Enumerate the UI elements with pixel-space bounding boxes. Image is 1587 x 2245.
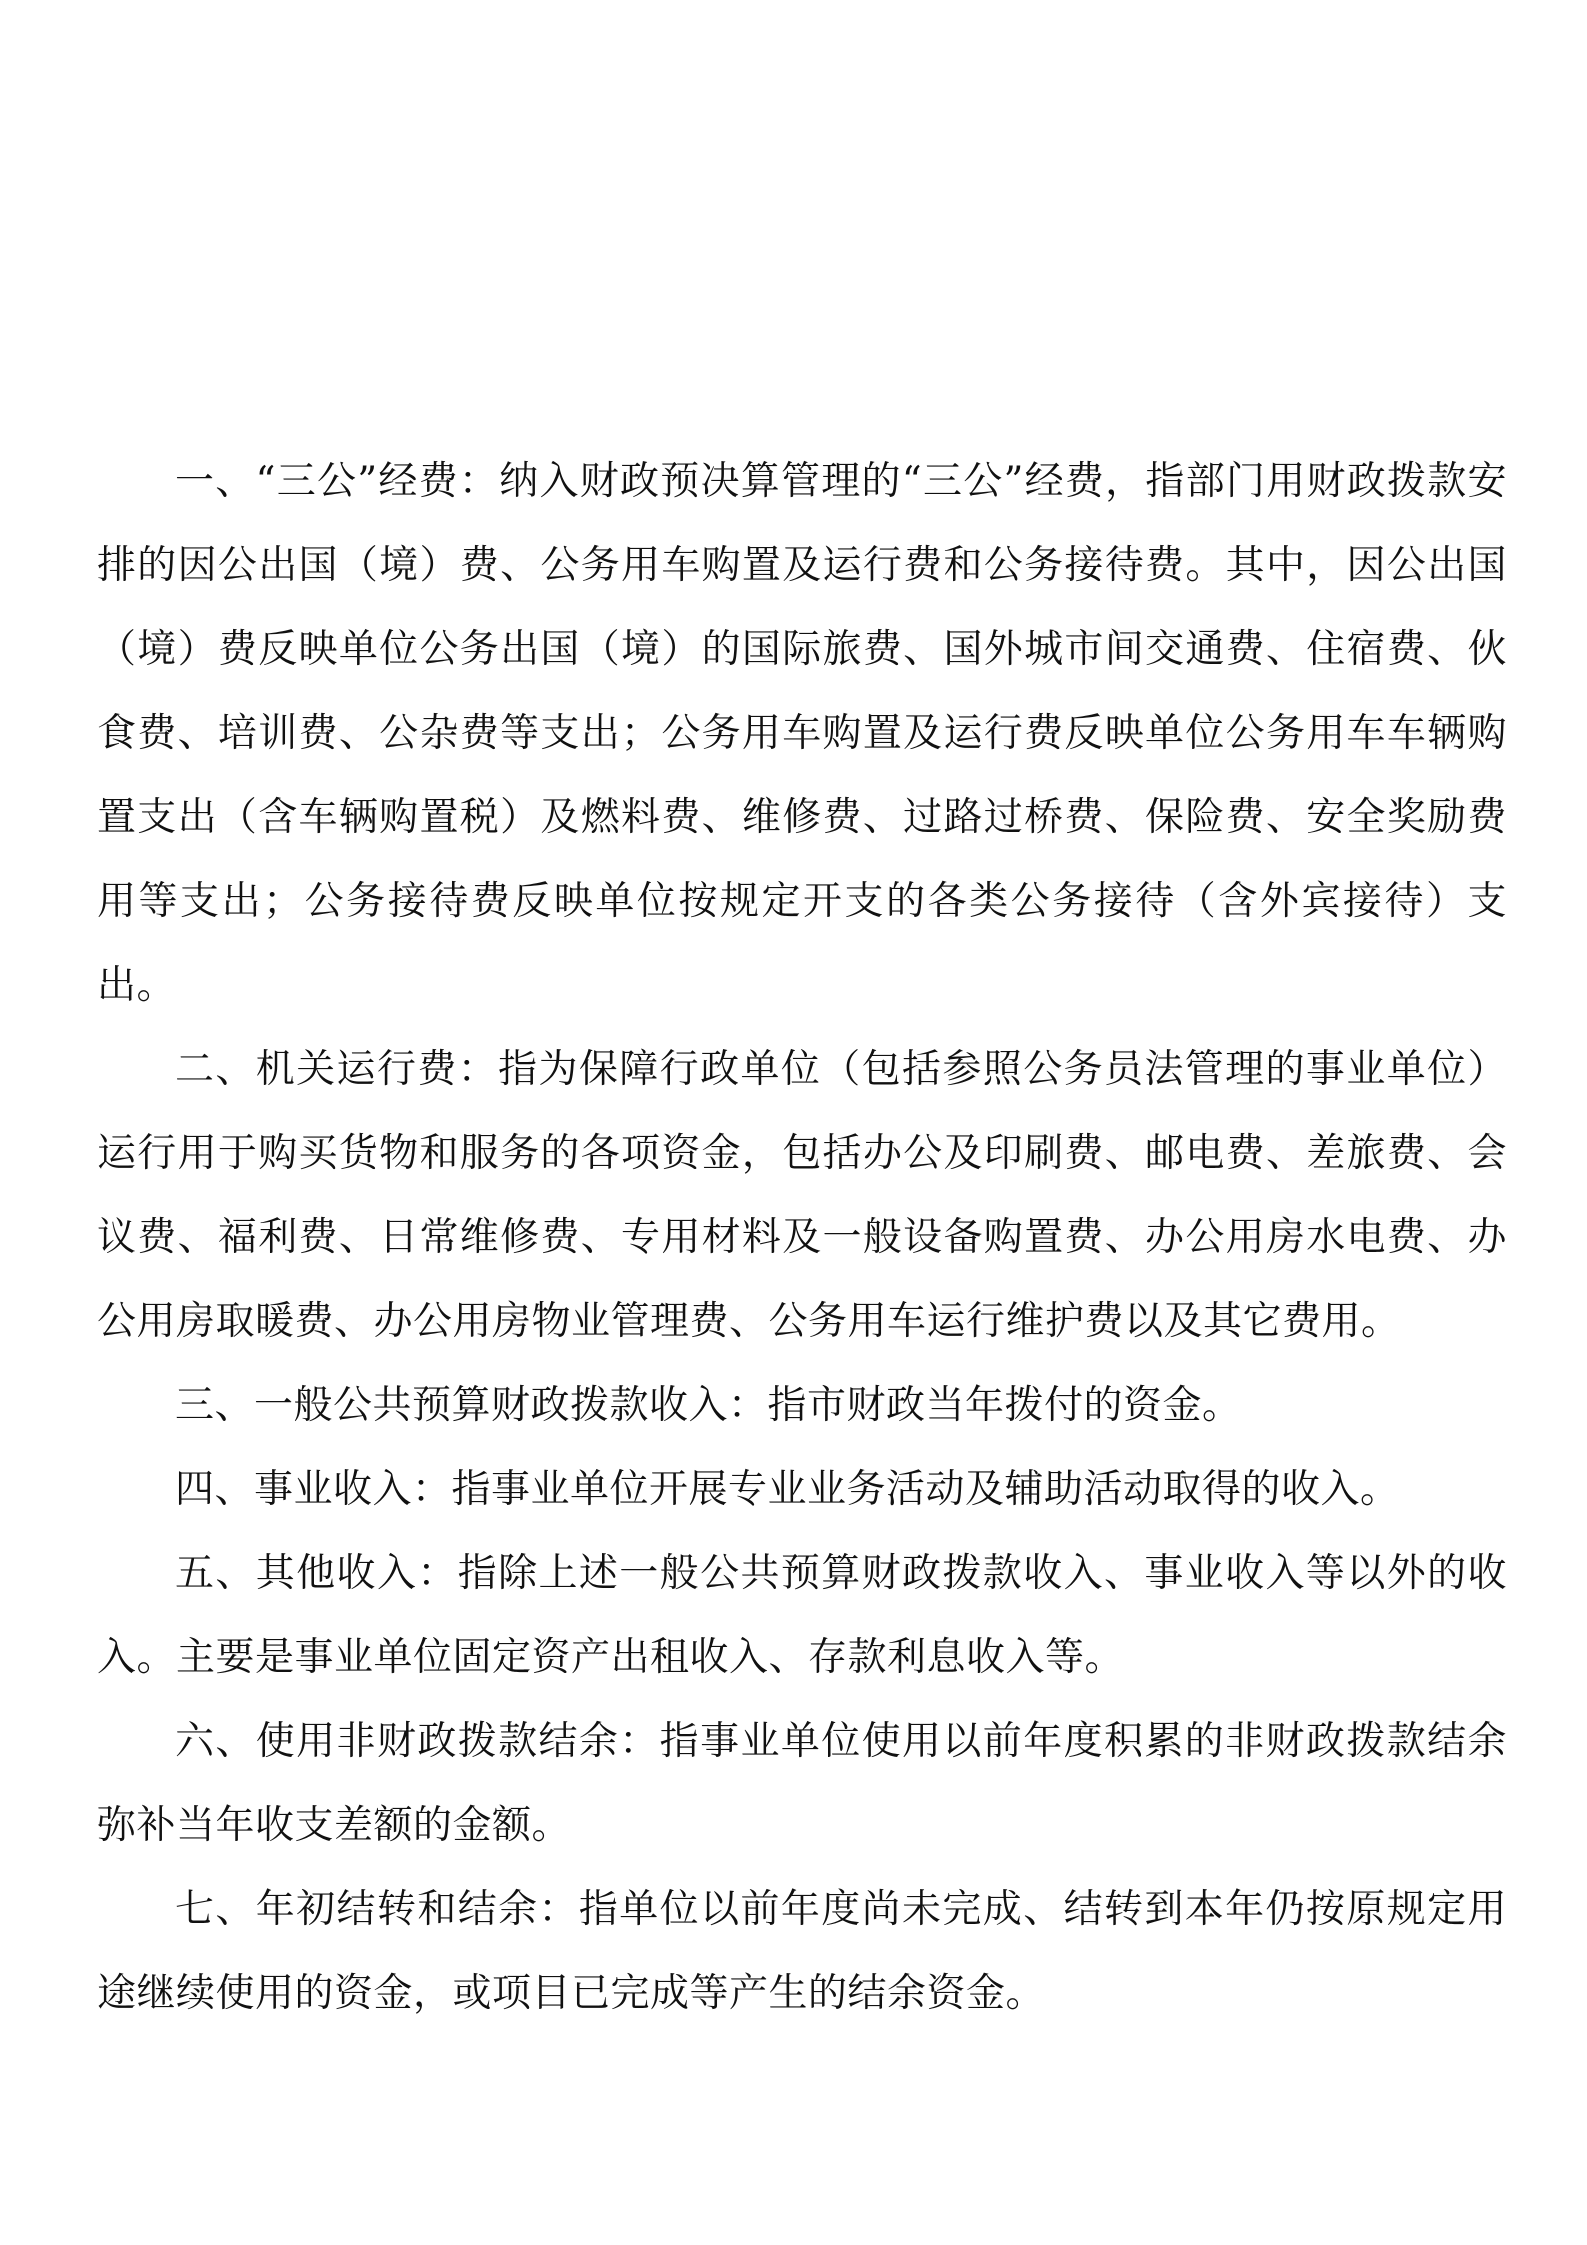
paragraph-sangong-funds: 一、“三公”经费：纳入财政预决算管理的“三公”经费，指部门用财政拨款安排的因公出国（境）费、公务用车购置及运行费和公务接待费。其中，因公出国（境）费反映单位公务出国（境）的国际旅费、国外城市间交通费、住宿费、伙食费、培训费、公杂费等支出；公务用车购置及运行费反映单位公务用车车辆购置支出（含车辆购置税）及燃料费、维修费、过路过桥费、保险费、安全奖励费用等支出；公务接待费反映单位按规定开支的各类公务接待（含外宾接待）支出。 [97, 459, 1507, 1008]
document-body [97, 440, 1507, 2036]
paragraph-business-income: 四、事业收入：指事业单位开展专业业务活动及辅助活动取得的收入。 [175, 1467, 1400, 1512]
paragraph-other-income: 五、其他收入：指除上述一般公共预算财政拨款收入、事业收入等以外的收入。主要是事业单位固定资产出租收入、存款利息收入等。 [97, 1551, 1507, 1680]
paragraph-carryover-balance: 七、年初结转和结余：指单位以前年度尚未完成、结转到本年仍按原规定用途继续使用的资金，或项目已完成等产生的结余资金。 [97, 1887, 1507, 2016]
paragraph-general-budget-income: 三、一般公共预算财政拨款收入：指市财政当年拨付的资金。 [175, 1383, 1242, 1428]
paragraph-operating-costs: 二、机关运行费：指为保障行政单位（包括参照公务员法管理的事业单位）运行用于购买货物和服务的各项资金，包括办公及印刷费、邮电费、差旅费、会议费、福利费、日常维修费、专用材料及一般设备购置费、办公用房水电费、办公用房取暖费、办公用房物业管理费、公务用车运行维护费以及其它费用。 [97, 1047, 1507, 1344]
paragraph-non-fiscal-surplus: 六、使用非财政拨款结余：指事业单位使用以前年度积累的非财政拨款结余弥补当年收支差额的金额。 [97, 1719, 1507, 1848]
